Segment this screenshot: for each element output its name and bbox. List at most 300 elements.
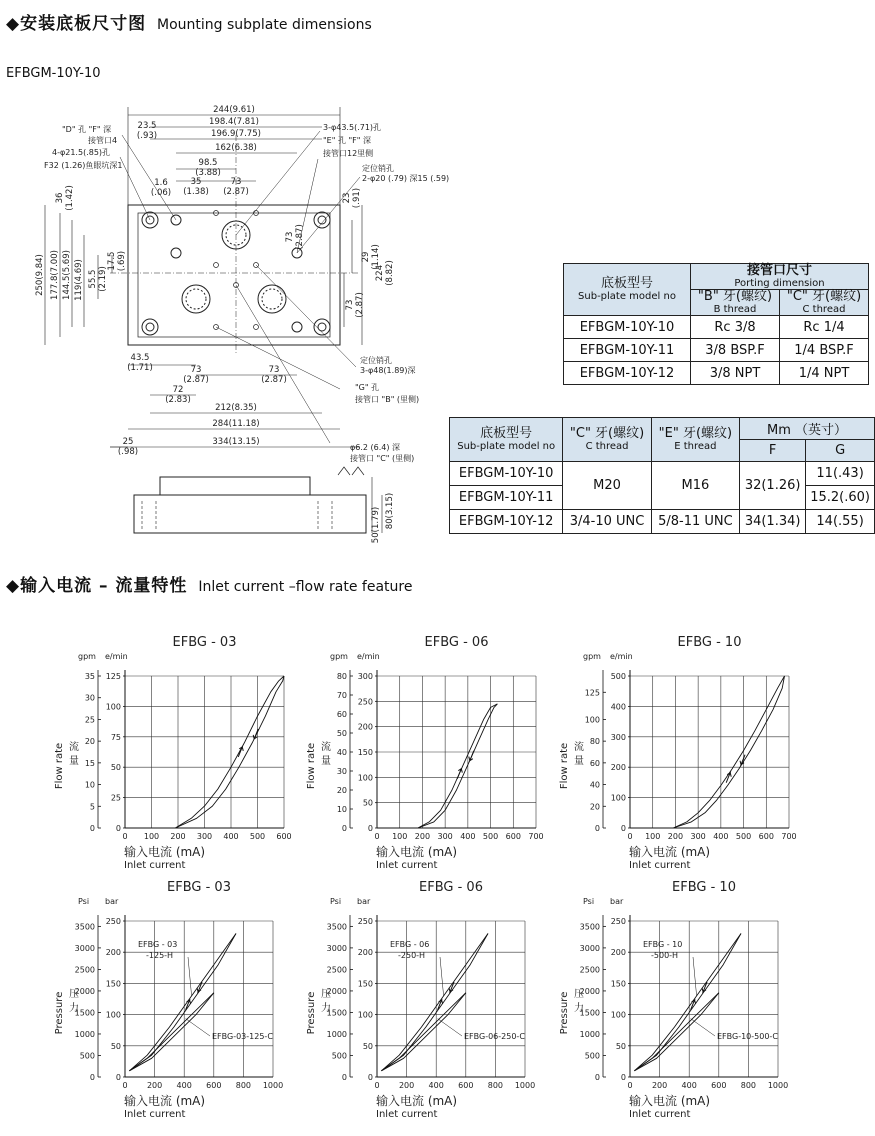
dimension-label: 80(3.15) (385, 492, 395, 530)
y-tick-label-left: 0 (341, 1073, 347, 1082)
right-dimension-lines (344, 205, 362, 345)
annotation-leader (691, 1019, 715, 1036)
x-tick-label: 200 (170, 832, 186, 841)
y-axis-label-zh: 力 (69, 1003, 79, 1014)
y-axis-label-zh: 流 (69, 742, 79, 753)
y-tick-label-right: 200 (357, 948, 373, 958)
x-tick-label: 600 (711, 1081, 727, 1090)
x-axis-label-en: Inlet current (376, 860, 438, 871)
chart-title: EFBG - 03 (172, 635, 237, 650)
y-tick-label-left: 15 (84, 758, 95, 768)
dimension-label: 244(9.61) (213, 105, 255, 115)
y-tick-label-left: 3500 (74, 922, 95, 932)
table2-c: 3/4-10 UNC (563, 510, 651, 534)
table2-header-c: "C" 牙(螺纹) C thread (563, 418, 651, 462)
y-tick-label-left: 20 (84, 737, 95, 747)
small-hole (171, 248, 181, 258)
dimension-label: 55.5 (88, 269, 98, 289)
annotation-label: -250-H (398, 951, 426, 960)
y-tick-label-right: 250 (610, 917, 626, 926)
y-tick-label-left: 2000 (326, 986, 347, 996)
dimension-label: (2.87) (261, 375, 287, 385)
y-tick-label-right: 50 (110, 1041, 121, 1051)
unit-left: gpm (78, 652, 96, 661)
annotation-label: EFBG - 03 (138, 940, 178, 949)
x-tick-label: 100 (143, 832, 160, 841)
x-tick-label: 200 (146, 1081, 163, 1090)
series-line (634, 993, 718, 1071)
table2-f: 34(1.34) (740, 510, 806, 534)
y-tick-label-left: 80 (336, 672, 347, 681)
y-tick-label-right: 75 (110, 732, 121, 742)
x-tick-label: 0 (374, 1081, 380, 1090)
x-tick-label: 800 (235, 1081, 252, 1090)
table1-c: 1/4 BSP.F (780, 339, 869, 362)
series-line (673, 676, 784, 828)
y-tick-label-left: 35 (84, 672, 95, 681)
series-line (175, 676, 284, 828)
section-title-flow-en: Inlet current –flow rate feature (198, 579, 413, 595)
y-tick-label-left: 2000 (579, 986, 600, 996)
y-tick-label-left: 5 (89, 802, 95, 812)
y-tick-label-right: 300 (610, 732, 626, 742)
table-row (564, 316, 869, 339)
series-line (175, 676, 284, 828)
x-tick-label: 500 (735, 832, 752, 841)
x-axis-label: 输入电流 (mA) (124, 1094, 206, 1108)
dimension-label: (.93) (136, 131, 158, 141)
y-tick-label-left: 1500 (579, 1008, 600, 1018)
thread-table (449, 417, 875, 534)
series-line (129, 993, 213, 1071)
y-tick-label-right: 100 (610, 793, 626, 803)
table2-g: 15.2(.60) (806, 486, 875, 510)
series-line (381, 993, 465, 1071)
x-tick-label: 600 (276, 832, 292, 841)
x-axis-label-en: Inlet current (124, 860, 186, 871)
dimension-label: (.69) (117, 250, 127, 272)
unit-left: Psi (78, 897, 90, 906)
unit-left: gpm (330, 652, 348, 661)
y-tick-label-right: 0 (620, 1073, 626, 1082)
dimension-label: 17.5 (107, 251, 117, 271)
x-tick-label: 600 (206, 1081, 222, 1090)
x-axis-label-en: Inlet current (629, 860, 691, 871)
drawing-note: "G" 孔 (355, 383, 380, 392)
y-tick-label-left: 1000 (326, 1029, 347, 1039)
dimension-label: (2.83) (165, 395, 191, 405)
y-tick-label-right: 50 (362, 798, 373, 808)
chart-2 (300, 632, 545, 877)
drawing-note: 定位销孔 (360, 356, 392, 365)
drawing-note: 3-φ43.5(.71)孔 (323, 123, 382, 132)
table1-header-port: 接管口尺寸 Porting dimension (691, 264, 869, 290)
y-tick-label-left: 40 (336, 748, 347, 757)
table1-model: EFBGM-10Y-11 (564, 339, 691, 362)
drawing-note: 接管口 "C" (里侧) (350, 454, 415, 463)
dimension-label: 36 (55, 192, 65, 204)
dimension-label: (2.87) (355, 292, 365, 318)
y-tick-label-right: 400 (610, 702, 626, 712)
x-tick-label: 700 (781, 832, 797, 841)
y-tick-label-left: 10 (84, 780, 95, 790)
table2-header-model: 底板型号 Sub-plate model no (450, 418, 563, 462)
dimension-label: 119(4.69) (74, 259, 84, 301)
x-tick-label: 200 (398, 1081, 415, 1090)
dimension-label: (.98) (117, 447, 139, 457)
drawing-note: "D" 孔 "F" 深 (62, 125, 112, 134)
x-tick-label: 0 (627, 832, 633, 841)
x-axis-label: 输入电流 (mA) (376, 1094, 458, 1108)
dimension-label: (2.87) (295, 224, 305, 250)
annotation-leader (440, 957, 444, 996)
y-tick-label-left: 2500 (579, 965, 600, 975)
y-tick-label-left: 3500 (579, 922, 600, 932)
table1-b: 3/8 NPT (691, 362, 780, 385)
table2-header-e: "E" 牙(螺纹) E thread (651, 418, 739, 462)
y-tick-label-left: 60 (589, 758, 600, 768)
y-tick-label-left: 20 (589, 802, 600, 812)
y-tick-label-right: 250 (357, 917, 373, 926)
chart-6 (553, 877, 798, 1122)
dimension-label: (3.88) (195, 168, 221, 178)
x-tick-label: 500 (249, 832, 266, 841)
series-line (381, 993, 465, 1071)
x-tick-label: 1000 (514, 1081, 536, 1090)
y-tick-label-right: 500 (610, 672, 626, 681)
y-tick-label-right: 100 (610, 1010, 626, 1020)
x-tick-label: 0 (627, 1081, 633, 1090)
dimension-label: 43.5 (130, 353, 150, 363)
y-tick-label-right: 150 (610, 979, 626, 989)
table1-b: 3/8 BSP.F (691, 339, 780, 362)
dimension-label: 144.5(5.69) (62, 250, 72, 300)
x-tick-label: 400 (176, 1081, 192, 1090)
y-tick-label-right: 0 (367, 824, 373, 833)
corner-hole (314, 212, 330, 228)
table2-g: 14(.55) (806, 510, 875, 534)
y-tick-label-right: 50 (110, 763, 121, 773)
y-tick-label-left: 500 (331, 1051, 347, 1061)
y-tick-label-right: 100 (105, 702, 121, 712)
unit-right: bar (610, 897, 624, 906)
y-tick-label-left: 60 (336, 710, 347, 719)
x-axis-label: 输入电流 (mA) (629, 845, 711, 859)
y-tick-label-right: 200 (105, 948, 121, 958)
x-axis-label-en: Inlet current (629, 1109, 691, 1120)
annotation-label: EFBG-10-500-C (717, 1032, 778, 1041)
port-hole-inner (186, 289, 206, 309)
y-tick-label-left: 3000 (326, 943, 347, 953)
unit-right: bar (105, 897, 119, 906)
dimension-label: 212(8.35) (215, 403, 257, 413)
y-tick-label-left: 70 (336, 691, 347, 700)
dimension-label: 50(1.79) (371, 506, 381, 544)
annotation-leader (438, 1019, 462, 1036)
y-tick-label-left: 2500 (74, 965, 95, 975)
y-axis-label: Pressure (559, 991, 570, 1035)
x-tick-label: 1000 (262, 1081, 284, 1090)
y-axis-label-zh: 流 (321, 742, 331, 753)
chart-4 (48, 877, 293, 1122)
dimension-label: (1.38) (183, 187, 209, 197)
x-tick-label: 400 (460, 832, 476, 841)
dimension-label: 98.5 (198, 158, 218, 168)
y-tick-label-left: 20 (336, 786, 347, 795)
drawing-note: 3-φ48(1.89)深 (360, 366, 416, 375)
x-tick-label: 200 (667, 832, 684, 841)
y-tick-label-left: 500 (584, 1051, 600, 1061)
y-axis-label-zh: 流 (574, 742, 584, 753)
table1-b: Rc 3/8 (691, 316, 780, 339)
y-tick-label-right: 250 (357, 697, 373, 707)
x-tick-label: 400 (223, 832, 239, 841)
y-tick-label-right: 100 (105, 1010, 121, 1020)
dimension-label: (1.71) (127, 363, 153, 373)
dimension-label: 284(11.18) (212, 419, 260, 429)
x-tick-label: 200 (414, 832, 431, 841)
x-axis-label: 输入电流 (mA) (629, 1094, 711, 1108)
y-tick-label-left: 30 (84, 693, 95, 703)
y-tick-label-left: 1500 (326, 1008, 347, 1018)
y-tick-label-left: 0 (341, 824, 347, 833)
unit-left: Psi (583, 897, 595, 906)
dimension-label: (1.42) (65, 185, 75, 211)
x-tick-label: 0 (374, 832, 380, 841)
dimension-label: 25 (122, 437, 134, 447)
table2-model: EFBGM-10Y-10 (450, 462, 563, 486)
chart-title: EFBG - 06 (424, 635, 489, 650)
chart-title: EFBG - 10 (677, 635, 742, 650)
dimension-label: 1.6 (154, 178, 168, 188)
porting-table (563, 263, 869, 385)
y-axis-label-zh: 压 (69, 989, 79, 1000)
y-tick-label-left: 3000 (74, 943, 95, 953)
dimension-label: 72 (172, 385, 184, 395)
table1-header-b: "B" 牙(螺纹) B thread (691, 290, 780, 316)
x-tick-label: 700 (528, 832, 544, 841)
chart-3 (553, 632, 798, 877)
y-tick-label-left: 3500 (326, 922, 347, 932)
x-tick-label: 400 (713, 832, 729, 841)
table-row (564, 362, 869, 385)
chart-title: EFBG - 10 (672, 880, 736, 895)
y-tick-label-left: 0 (89, 824, 95, 833)
x-tick-label: 400 (681, 1081, 697, 1090)
corner-hole (142, 319, 158, 335)
series-line (673, 676, 784, 828)
y-axis-label: Flow rate (54, 742, 65, 790)
dimension-label: 23 (342, 192, 352, 204)
model-label: EFBGM-10Y-10 (6, 66, 101, 81)
y-axis-label: Pressure (54, 991, 65, 1035)
y-tick-label-left: 1000 (579, 1029, 600, 1039)
y-tick-label-right: 150 (105, 979, 121, 989)
section-title-flow (6, 571, 412, 596)
y-axis-label: Pressure (306, 991, 317, 1035)
dimension-label: 29 (361, 251, 371, 263)
y-axis-label-zh: 力 (574, 1003, 584, 1014)
y-tick-label-right: 200 (610, 948, 626, 958)
y-tick-label-left: 125 (584, 688, 600, 698)
x-tick-label: 600 (458, 1081, 474, 1090)
dimension-label: (.91) (352, 187, 362, 209)
x-tick-label: 600 (505, 832, 521, 841)
y-tick-label-left: 50 (336, 729, 347, 738)
y-tick-label-left: 0 (89, 1073, 95, 1082)
y-tick-label-left: 40 (589, 780, 600, 790)
drawing-note: 接管口4 (88, 136, 118, 145)
dimension-label: 73 (285, 231, 295, 243)
y-tick-label-left: 0 (594, 824, 600, 833)
y-axis-label: Flow rate (559, 742, 570, 790)
x-tick-label: 400 (428, 1081, 444, 1090)
table-row (450, 462, 875, 486)
table2-g: 11(.43) (806, 462, 875, 486)
y-tick-label-right: 0 (115, 1073, 121, 1082)
unit-right: e/min (610, 652, 633, 661)
table2-header-f: F (740, 440, 806, 462)
table2-c: M20 (563, 462, 651, 510)
x-tick-label: 600 (758, 832, 774, 841)
y-tick-label-right: 0 (115, 824, 121, 833)
y-tick-label-left: 80 (589, 737, 600, 747)
y-tick-label-left: 500 (79, 1051, 95, 1061)
x-tick-label: 0 (122, 1081, 128, 1090)
y-tick-label-left: 100 (584, 715, 600, 725)
table1-c: Rc 1/4 (780, 316, 869, 339)
dimension-label: 162(6.38) (215, 143, 257, 153)
y-tick-label-left: 2500 (326, 965, 347, 975)
y-axis-label-zh: 压 (321, 989, 331, 1000)
annotation-label: -500-H (651, 951, 679, 960)
x-axis-label: 输入电流 (mA) (376, 845, 458, 859)
drawing-note: φ6.2 (6.4) 深 (350, 443, 401, 452)
series-line (634, 993, 718, 1071)
annotation-label: -125-H (146, 951, 174, 960)
table1-model: EFBGM-10Y-12 (564, 362, 691, 385)
x-axis-label: 输入电流 (mA) (124, 845, 206, 859)
plate-outline (128, 205, 340, 345)
y-tick-label-right: 0 (367, 1073, 373, 1082)
section-title-mounting-zh: ◆安装底板尺寸图 (6, 14, 147, 34)
x-tick-label: 0 (122, 832, 128, 841)
chart-title: EFBG - 03 (167, 880, 231, 895)
y-tick-label-left: 2000 (74, 986, 95, 996)
y-tick-label-right: 100 (357, 773, 373, 783)
chart-1 (48, 632, 293, 877)
table1-model: EFBGM-10Y-10 (564, 316, 691, 339)
dimension-label: 73 (190, 365, 202, 375)
annotation-leader (188, 957, 192, 996)
drawing-note: 2-φ20 (.79) 深15 (.59) (362, 174, 450, 183)
annotation-label: EFBG - 10 (643, 940, 683, 949)
section-title-flow-zh: ◆输入电流 – 流量特性 (6, 576, 188, 596)
dimension-label: 73 (345, 299, 355, 311)
y-tick-label-right: 150 (357, 748, 373, 757)
drawing-note: 4-φ21.5(.85)孔 (52, 148, 111, 157)
dimension-label: 250(9.84) (35, 254, 45, 296)
drawing-note: F32 (1.26)鱼眼坑深1 (44, 161, 123, 170)
y-tick-label-right: 300 (357, 672, 373, 681)
y-tick-label-right: 0 (620, 824, 626, 833)
dimension-label: 334(13.15) (212, 437, 260, 447)
dimension-label: 224 (375, 264, 385, 282)
y-tick-label-left: 0 (594, 1073, 600, 1082)
unit-left: Psi (330, 897, 342, 906)
y-tick-label-left: 25 (84, 715, 95, 725)
dimension-label: 198.4(7.81) (209, 117, 259, 127)
y-tick-label-right: 50 (362, 1041, 373, 1051)
dimension-label: 196.9(7.75) (211, 129, 261, 139)
x-tick-label: 800 (487, 1081, 504, 1090)
table1-c: 1/4 NPT (780, 362, 869, 385)
x-tick-label: 300 (437, 832, 453, 841)
table-row (450, 510, 875, 534)
table2-f: 32(1.26) (740, 462, 806, 510)
section-title-mounting (6, 9, 372, 34)
unit-left: gpm (583, 652, 601, 661)
corner-hole-inner (146, 323, 154, 331)
x-axis-label-en: Inlet current (376, 1109, 438, 1120)
y-tick-label-right: 25 (110, 793, 121, 803)
port-hole-inner (262, 289, 282, 309)
y-tick-label-right: 50 (615, 1041, 626, 1051)
series-line (418, 704, 498, 828)
annotation-leader (693, 957, 697, 996)
y-axis-label-zh: 量 (321, 756, 331, 767)
x-tick-label: 1000 (767, 1081, 789, 1090)
y-tick-label-right: 100 (357, 1010, 373, 1020)
y-tick-label-left: 1500 (74, 1008, 95, 1018)
drawing-note: 接管口 "B" (里侧) (355, 395, 420, 404)
drawing-note: 定位销孔 (362, 164, 394, 173)
table2-e: M16 (651, 462, 739, 510)
dimension-label: 23.5 (137, 121, 157, 131)
y-tick-label-left: 10 (336, 805, 347, 814)
series-line (418, 704, 498, 828)
section-title-mounting-en: Mounting subplate dimensions (157, 17, 372, 33)
drawing-note: 接管口12里侧 (323, 149, 374, 158)
x-tick-label: 100 (645, 832, 661, 841)
table1-header-c: "C" 牙(螺纹) C thread (780, 290, 869, 316)
table2-e: 5/8-11 UNC (651, 510, 739, 534)
x-tick-label: 200 (651, 1081, 668, 1090)
unit-right: bar (357, 897, 371, 906)
dimension-label: 177.8(7.00) (50, 250, 60, 300)
y-tick-label-right: 150 (357, 979, 373, 989)
dimension-label: (.06) (150, 188, 172, 198)
y-tick-label-right: 200 (610, 763, 626, 773)
y-tick-label-right: 125 (105, 672, 121, 681)
annotation-leader (186, 1019, 210, 1036)
y-axis-label-zh: 压 (574, 989, 584, 1000)
y-tick-label-right: 200 (357, 722, 373, 732)
port-hole (182, 285, 210, 313)
y-axis-label: Flow rate (306, 742, 317, 790)
side-view (134, 467, 382, 533)
dimension-label: 73 (268, 365, 280, 375)
drawing-note: "E" 孔 "F" 深 (323, 136, 372, 145)
x-tick-label: 800 (740, 1081, 757, 1090)
table2-model: EFBGM-10Y-11 (450, 486, 563, 510)
annotation-label: EFBG-03-125-C (212, 1032, 273, 1041)
dimension-label: 73 (230, 177, 242, 187)
dimension-label: (2.87) (183, 375, 209, 385)
table2-header-g: G (806, 440, 875, 462)
dimension-label: 35 (190, 177, 202, 187)
y-axis-label-zh: 量 (574, 756, 584, 767)
